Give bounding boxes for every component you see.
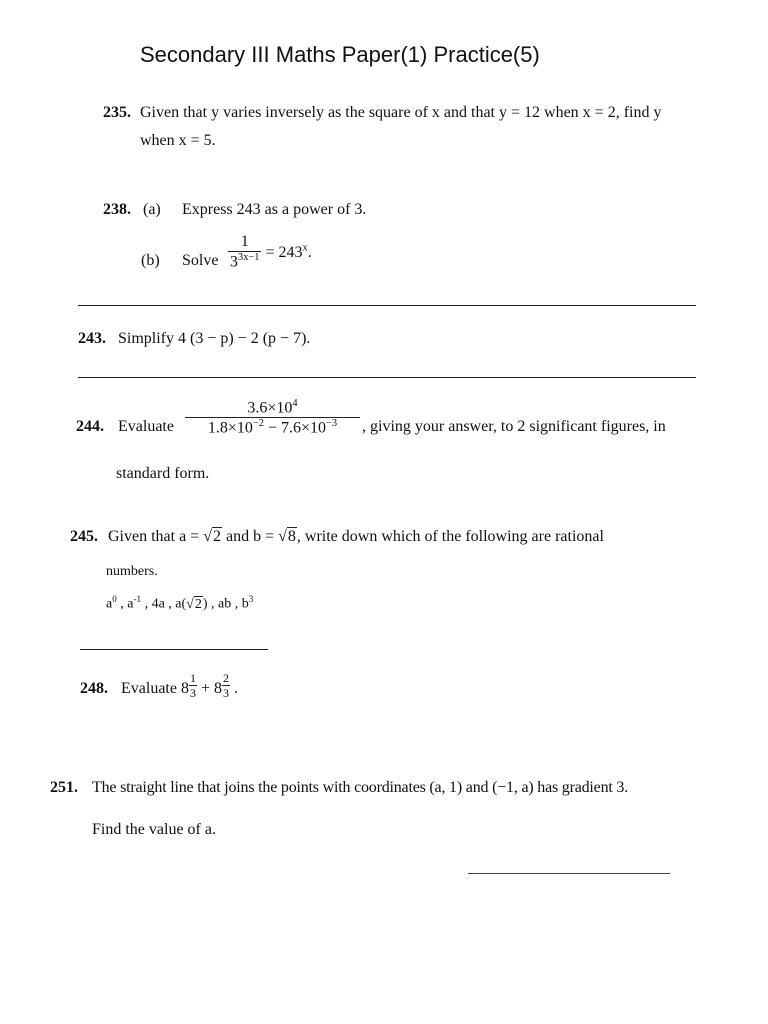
numerator: 1 [240, 233, 249, 250]
exponent-fraction: $\frac{1}{3}$ [189, 671, 196, 700]
expression-list: $a^0$ , $a^{-1}$ , 4a , a(√2) , ab , $b^3$ [106, 594, 254, 612]
question-text-line2: when x = 5. [140, 132, 216, 149]
fraction [185, 398, 360, 438]
question-text: Simplify 4 (3 − p) − 2 (p − 7). [118, 330, 311, 347]
part-b-label: (b) [141, 252, 160, 269]
question-number: 235. [103, 104, 131, 121]
question-number: 245. [70, 528, 98, 545]
evaluate-label: Evaluate [118, 418, 174, 435]
part-b-text: Solve [182, 252, 219, 269]
question-text: Given that a = √2 and b = √8, write down which of the following are rational [108, 528, 604, 545]
question-number: 248. [80, 680, 108, 697]
denominator: $3^{3x-1}$ [230, 252, 260, 271]
answer-line [468, 873, 670, 874]
question-number: 244. [76, 418, 104, 435]
denominator: $1.8\times 10^{-2} - 7.6\times 10^{-3}$ [207, 418, 338, 437]
question-text: The straight line that joins the points with coordinates (a, 1) and (−1, a) has gradient 3. [92, 779, 629, 796]
question-text: , giving your answer, to 2 significant figures, in [362, 418, 666, 435]
question-text-line2: numbers. [106, 564, 158, 579]
part-b-equation [228, 233, 312, 271]
page-title: Secondary III Maths Paper(1) Practice(5) [140, 42, 540, 67]
question-text-line2: Find the value of a. [92, 821, 216, 838]
question-text: Evaluate 8 $\frac{1}{3}$ + 8 $\frac{2}{3}$ . [121, 671, 238, 700]
question-number: 251. [50, 779, 78, 796]
exponent-fraction: $\frac{2}{3}$ [223, 671, 229, 700]
sqrt-expression: √8 [278, 528, 296, 545]
question-text: Given that y varies inversely as the square of x and that y = 12 when x = 2, find y [140, 104, 662, 121]
sqrt-expression: √2 [186, 596, 202, 612]
question-text-line2: standard form. [116, 465, 210, 482]
divider [78, 377, 696, 378]
divider [78, 305, 696, 306]
fraction-expression [185, 398, 360, 438]
fraction [228, 233, 261, 271]
numerator: $3.6\times 10^4$ [247, 398, 298, 417]
question-number: 243. [78, 330, 106, 347]
part-a-text: Express 243 as a power of 3. [182, 201, 367, 218]
part-a-label: (a) [143, 201, 161, 218]
divider [80, 649, 268, 650]
question-number: 238. [103, 201, 131, 218]
sqrt-expression: √2 [203, 528, 221, 545]
equation-rhs: = $243^x$. [265, 242, 312, 261]
